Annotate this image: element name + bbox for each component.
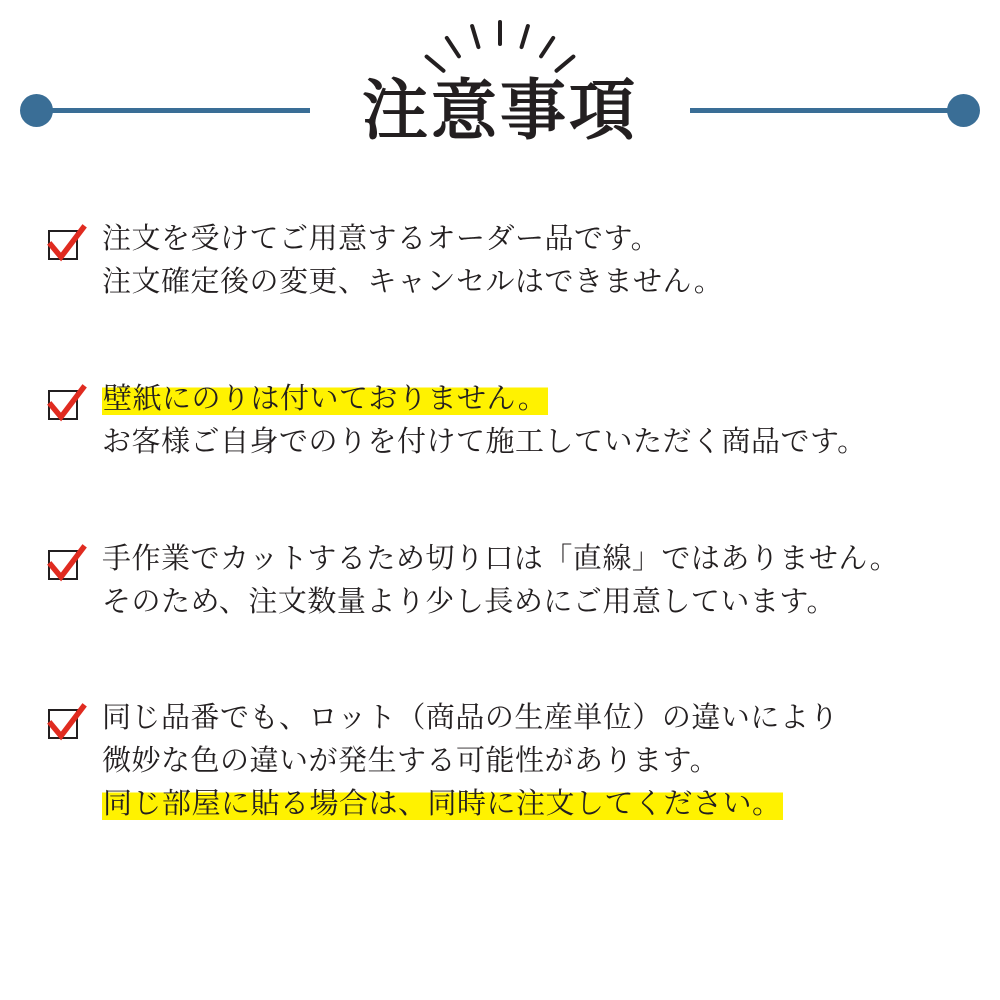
notice-line: 注文確定後の変更、キャンセルはできません。 [102, 265, 724, 298]
checkbox-checked-icon [46, 705, 84, 743]
sunburst-ray [444, 35, 462, 59]
notice-line: そのため、注文数量より少し長めにご用意しています。 [102, 585, 837, 618]
notice-text-block [102, 378, 960, 464]
notice-list [46, 218, 960, 826]
notice-line [102, 378, 960, 421]
sunburst-ray [470, 24, 481, 50]
sunburst-ray [498, 20, 502, 46]
sunburst-ray [538, 35, 556, 59]
title-row [0, 60, 1000, 160]
page-header [0, 0, 1000, 200]
highlighted-text: 壁紙にのりは付いておりません。 [103, 382, 548, 415]
checkbox-checked-icon [46, 226, 84, 264]
sunburst-decoration [0, 10, 1000, 60]
highlighted-text: 同じ部屋に貼る場合は、同時に注文してください。 [103, 788, 782, 821]
notice-text-block [102, 538, 960, 624]
notice-line: 手作業でカットするため切り口は「直線」ではありません。 [102, 542, 900, 575]
notice-line: 注文を受けてご用意するオーダー品です。 [102, 223, 661, 255]
notice-item [46, 378, 960, 464]
page-title: 注意事項 [336, 77, 664, 143]
notice-text-block [102, 697, 960, 826]
notice-text-block [102, 218, 960, 304]
notice-line [102, 783, 960, 826]
notice-item [46, 218, 960, 304]
notice-line: 同じ品番でも、ロット（商品の生産単位）の違いにより [102, 702, 839, 735]
checkbox-checked-icon [46, 386, 84, 424]
checkbox-checked-icon [46, 546, 84, 584]
sunburst-ray [519, 24, 530, 50]
notice-item [46, 538, 960, 624]
notice-line: お客様ご自身でのりを付けて施工していただく商品です。 [102, 425, 867, 458]
notice-line: 微妙な色の違いが発生する可能性があります。 [102, 745, 720, 778]
notice-item [46, 697, 960, 826]
